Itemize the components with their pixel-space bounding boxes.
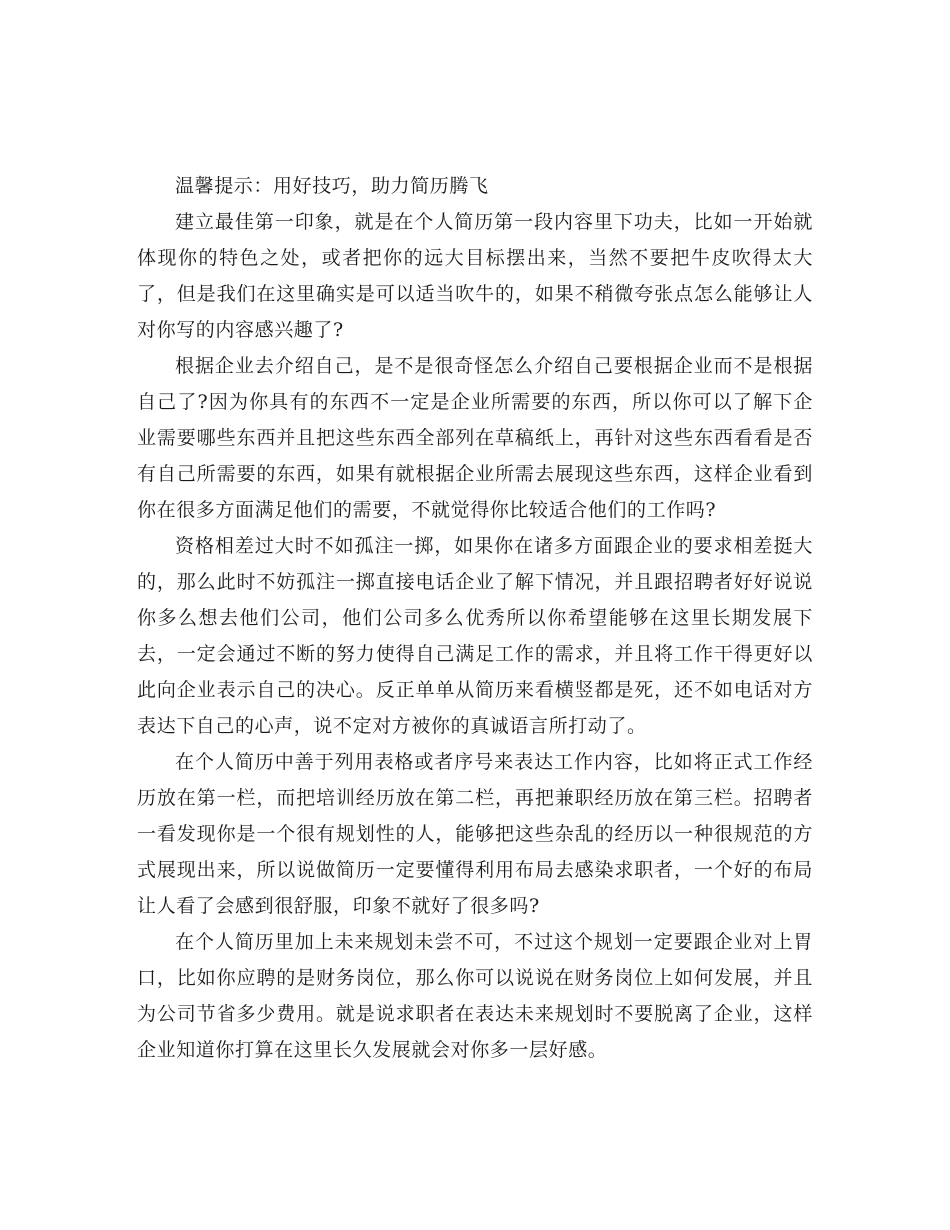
paragraph-all-in: 资格相差过大时不如孤注一掷，如果你在诸多方面跟企业的要求相差挺大的，那么此时不妨孤注一掷直接电话企业了解下情况，并且跟招聘者好好说说你多么想去他们公司，他们公司多么优秀所以你希望能够在这里长期发展下去，一定会通过不断的努力使得自己满足工作的需求，并且将工作干得更好以此向企业表示自己的决心。反正单单从简历来看横竖都是死，还不如电话对方表达下自己的心声，说不定对方被你的真诚语言所打动了。 [137, 535, 813, 737]
paragraph-layout: 在个人简历中善于列用表格或者序号来表达工作内容，比如将正式工作经历放在第一栏，而把培训经历放在第二栏，再把兼职经历放在第三栏。招聘者一看发现你是一个很有规划性的人，能够把这些杂乱的经历以一种很规范的方式展现出来，所以说做简历一定要懂得利用布局去感染求职者，一个好的布局让人看了会感到很舒服，印象不就好了很多吗? [137, 751, 813, 917]
paragraph-company-fit: 根据企业去介绍自己，是不是很奇怪怎么介绍自己要根据企业而不是根据自己了?因为你具有的东西不一定是企业所需要的东西，所以你可以了解下企业需要哪些东西并且把这些东西全部列在草稿纸上，再针对这些东西看看是否有自己所需要的东西，如果有就根据企业所需去展现这些东西，这样企业看到你在很多方面满足他们的需要，不就觉得你比较适合他们的工作吗? [137, 355, 813, 521]
document-title: 温馨提示：用好技巧，助力简历腾飞 [175, 175, 489, 197]
paragraph-future-plan: 在个人简历里加上未来规划未尝不可，不过这个规划一定要跟企业对上胃口，比如你应聘的是财务岗位，那么你可以说说在财务岗位上如何发展，并且为公司节省多少费用。就是说求职者在表达未来规划时不要脱离了企业，这样企业知道你打算在这里长久发展就会对你多一层好感。 [137, 931, 813, 1061]
paragraph-first-impression: 建立最佳第一印象，就是在个人简历第一段内容里下功夫，比如一开始就体现你的特色之处，或者把你的远大目标摆出来，当然不要把牛皮吹得太大了，但是我们在这里确实是可以适当吹牛的，如果不稍微夸张点怎么能够让人对你写的内容感兴趣了? [137, 211, 813, 341]
document-body [137, 168, 813, 1068]
